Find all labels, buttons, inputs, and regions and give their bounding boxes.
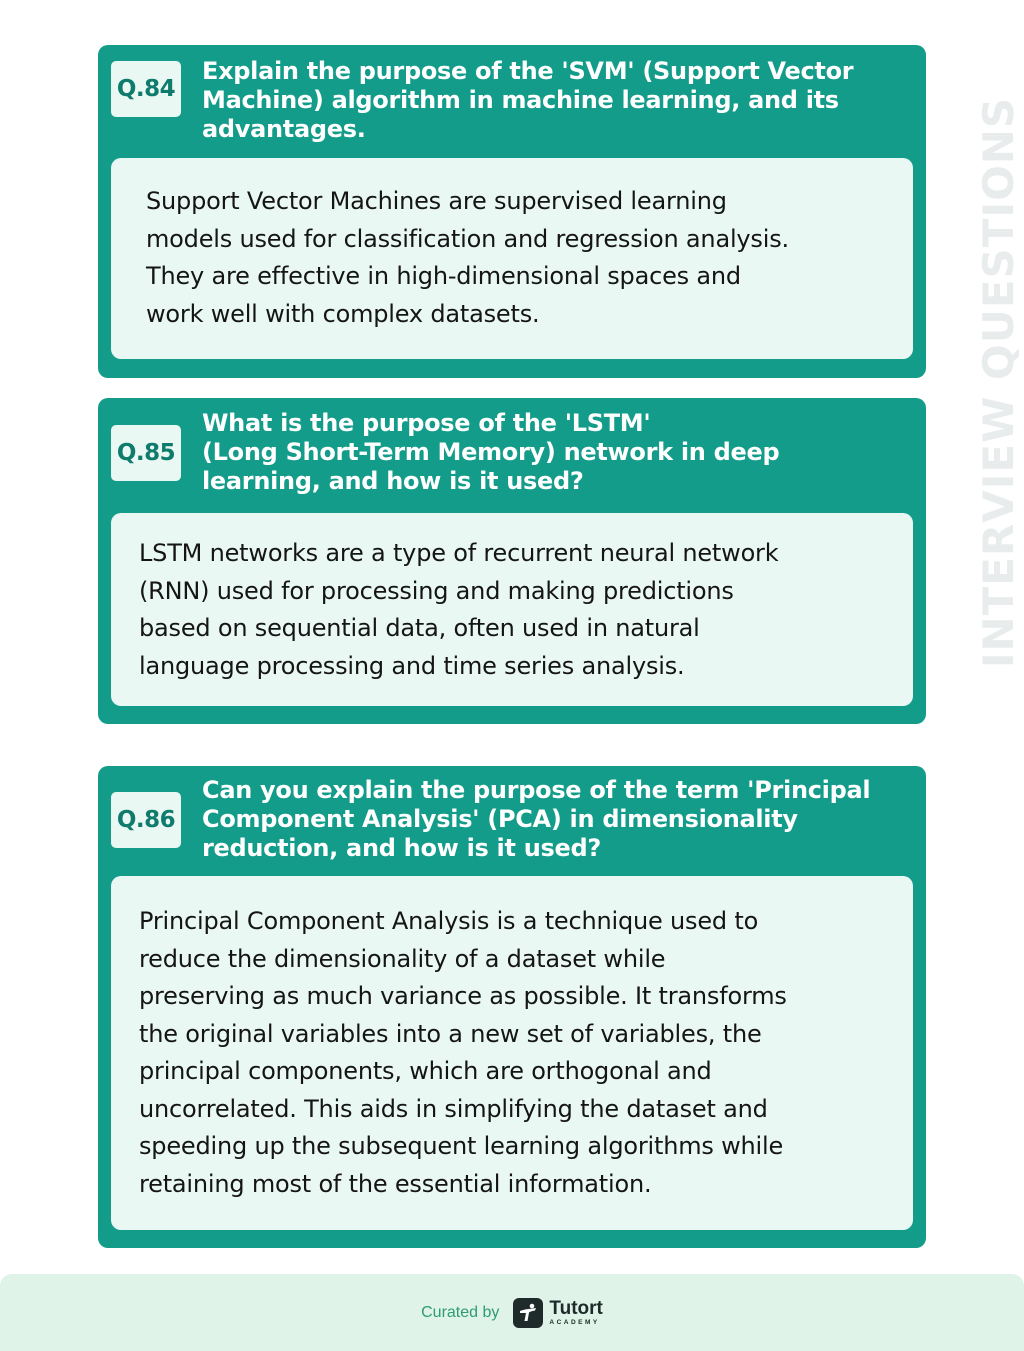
- question-card-85: [98, 398, 926, 724]
- answer-text: Support Vector Machines are supervised learning models used for classification and regression analysis. They are effective in high-dimensional spaces and work well with complex datasets.: [146, 187, 789, 328]
- curated-by-label: Curated by: [421, 1303, 500, 1321]
- question-number-badge: Q.84: [111, 61, 181, 117]
- question-title: What is the purpose of the 'LSTM' (Long Short-Term Memory) network in deep learning, and how is it used?: [202, 409, 780, 495]
- answer-text: Principal Component Analysis is a technique used to reduce the dimensionality of a dataset while preserving as much variance as possible. It transforms the original variables into a new set of variables, the principal components, which are orthogonal and uncorrelated. This aids in simplifying the dataset and speeding up the subsequent learning algorithms while retaining most of the essential information.: [139, 907, 787, 1198]
- question-number-badge: Q.85: [111, 425, 181, 481]
- logo-wordmark: [549, 1299, 602, 1327]
- question-card-86: [98, 766, 926, 1248]
- question-title: Explain the purpose of the 'SVM' (Support Vector Machine) algorithm in machine learning, and its advantages.: [202, 57, 854, 143]
- question-card-84: [98, 45, 926, 378]
- tutort-mark-icon: [517, 1302, 539, 1324]
- question-number-badge: Q.86: [111, 792, 181, 848]
- question-title: Can you explain the purpose of the term 'Principal Component Analysis' (PCA) in dimensionality reduction, and how is it used?: [202, 776, 871, 862]
- answer-panel: [111, 158, 913, 359]
- footer-content: [0, 1274, 1024, 1351]
- tutort-logo: [513, 1298, 602, 1328]
- brand-subtitle: ACADEMY: [549, 1318, 600, 1326]
- tutort-logo-icon: [513, 1298, 543, 1328]
- side-label-vertical: [974, 62, 1024, 702]
- brand-name: Tutort: [549, 1297, 603, 1319]
- footer: [0, 1274, 1024, 1351]
- side-label-text: INTERVIEW QUESTIONS: [974, 96, 1024, 668]
- answer-panel: [111, 513, 913, 706]
- answer-text: LSTM networks are a type of recurrent neural network (RNN) used for processing and making predictions based on sequential data, often used in natural language processing and time series analysis.: [139, 539, 779, 680]
- answer-panel: [111, 876, 913, 1230]
